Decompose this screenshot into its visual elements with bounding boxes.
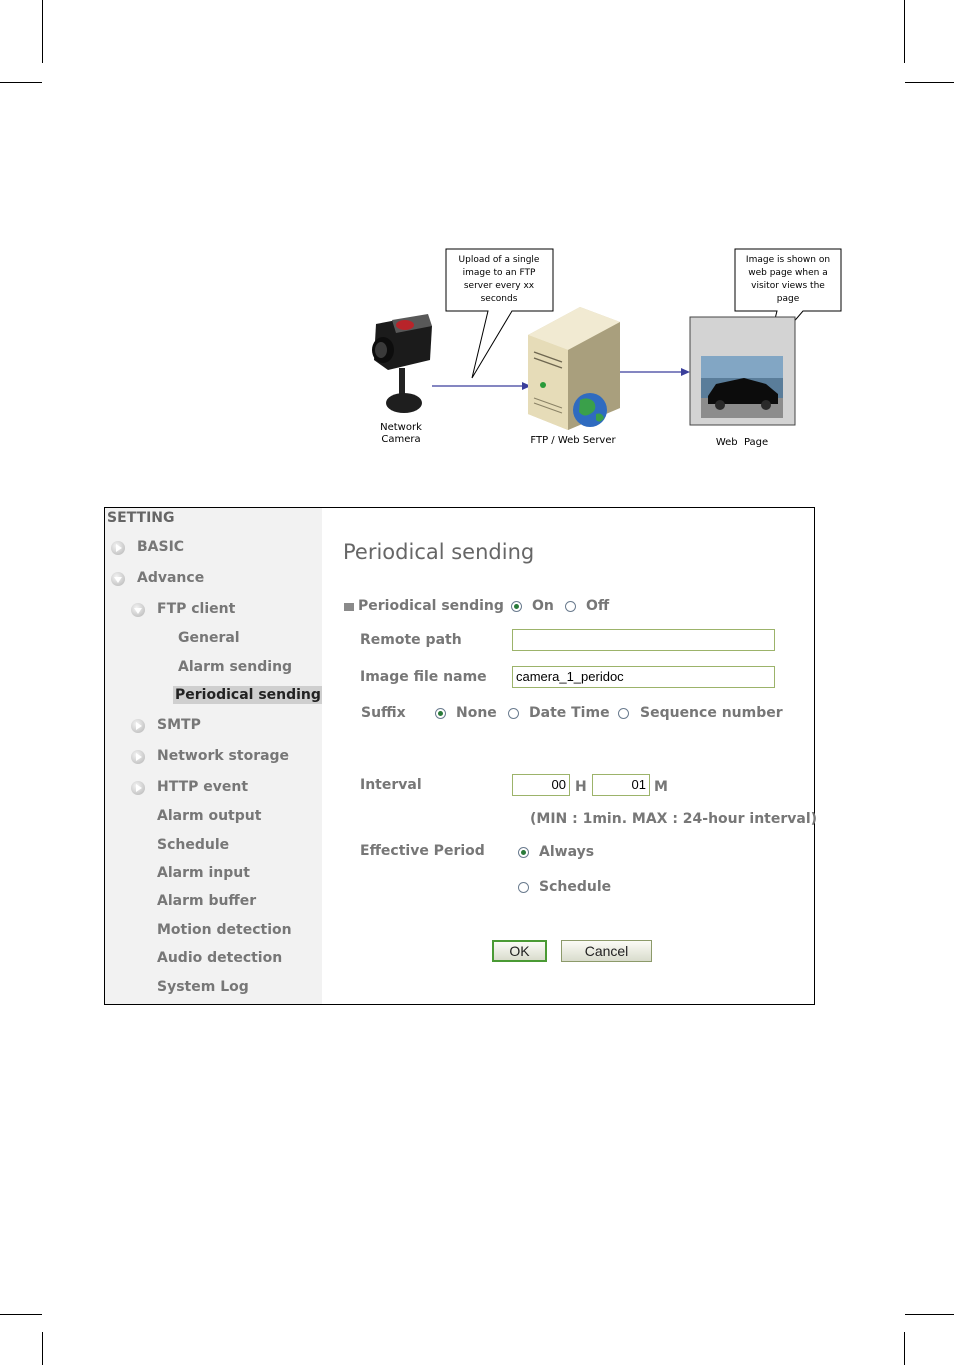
ftp-flow-diagram [0, 0, 954, 470]
bullet-icon [344, 603, 354, 611]
radio-off[interactable] [565, 601, 576, 612]
callout-right-line: visitor views the [751, 281, 825, 291]
camera-icon [372, 314, 432, 413]
radio-suffix-sequence-label[interactable]: Sequence number [640, 705, 783, 721]
callout-left-line: image to an FTP [462, 268, 536, 278]
arrow-camera-to-server [432, 382, 531, 390]
radio-suffix-none-label[interactable]: None [456, 705, 497, 721]
sidebar-item-general[interactable]: General [178, 630, 240, 646]
callout-left-line: seconds [480, 294, 518, 304]
chevron-right-icon[interactable] [131, 750, 145, 764]
chevron-right-icon[interactable] [131, 781, 145, 795]
interval-note: (MIN : 1min. MAX : 24-hour interval) [530, 811, 818, 827]
periodical-sending-label: Periodical sending [358, 598, 504, 614]
radio-always-label[interactable]: Always [539, 844, 595, 860]
remote-path-input[interactable] [512, 629, 775, 651]
crop-mark [0, 1314, 42, 1315]
sidebar-item-system-log[interactable]: System Log [157, 979, 249, 995]
radio-schedule-label[interactable]: Schedule [539, 879, 612, 895]
interval-minutes-input[interactable]: 01 [592, 774, 650, 796]
sidebar-item-alarm-output[interactable]: Alarm output [157, 808, 262, 824]
radio-on[interactable] [511, 601, 522, 612]
settings-sidebar [105, 508, 322, 1004]
crop-mark [42, 1332, 43, 1365]
sidebar-item-motion-detection[interactable]: Motion detection [157, 922, 292, 938]
remote-path-label: Remote path [360, 632, 462, 648]
callout-left-line: server every xx [463, 281, 535, 291]
chevron-down-icon[interactable] [111, 572, 125, 586]
radio-suffix-sequence[interactable] [618, 708, 629, 719]
arrow-server-to-webpage [620, 368, 690, 376]
sidebar-item-basic[interactable]: BASIC [137, 539, 185, 555]
interval-hours-input[interactable]: 00 [512, 774, 570, 796]
sidebar-item-alarm-buffer[interactable]: Alarm buffer [157, 893, 257, 909]
callout-left-line: Upload of a single [458, 255, 540, 265]
cancel-button[interactable]: Cancel [561, 940, 652, 962]
sidebar-item-ftp-client[interactable]: FTP client [157, 601, 236, 617]
webpage-icon [690, 317, 795, 425]
radio-on-label[interactable]: On [532, 598, 554, 614]
server-label: FTP / Web Server [530, 435, 616, 446]
camera-label-line: Network [380, 422, 422, 433]
sidebar-item-audio-detection[interactable]: Audio detection [157, 950, 283, 966]
chevron-right-icon[interactable] [131, 719, 145, 733]
radio-suffix-datetime-label[interactable]: Date Time [529, 705, 610, 721]
image-file-name-label: Image file name [360, 669, 487, 685]
sidebar-item-advance[interactable]: Advance [137, 570, 205, 586]
sidebar-item-http-event[interactable]: HTTP event [157, 779, 249, 795]
minutes-unit: M [654, 779, 668, 795]
interval-label: Interval [360, 777, 422, 793]
radio-off-label[interactable]: Off [586, 598, 610, 614]
sidebar-item-alarm-input[interactable]: Alarm input [157, 865, 250, 881]
crop-mark [905, 1314, 954, 1315]
webpage-label: Web Page [715, 437, 769, 448]
callout-right-line: Image is shown on [745, 255, 831, 265]
page-title: Periodical sending [343, 540, 535, 564]
radio-suffix-datetime[interactable] [508, 708, 519, 719]
sidebar-item-alarm-sending[interactable]: Alarm sending [178, 659, 293, 675]
radio-schedule[interactable] [518, 882, 529, 893]
settings-panel [104, 507, 818, 1005]
effective-period-label: Effective Period [360, 843, 485, 859]
sidebar-item-smtp[interactable]: SMTP [157, 717, 201, 733]
image-file-name-input[interactable]: camera_1_peridoc [512, 666, 775, 688]
camera-label-line: Camera [381, 434, 421, 445]
sidebar-item-network-storage[interactable]: Network storage [157, 748, 290, 764]
server-icon [528, 307, 620, 430]
sidebar-item-periodical-sending[interactable]: Periodical sending [175, 687, 321, 703]
crop-mark [904, 1332, 905, 1365]
chevron-down-icon[interactable] [131, 603, 145, 617]
sidebar-item-schedule[interactable]: Schedule [157, 837, 230, 853]
suffix-label: Suffix [361, 705, 406, 721]
callout-right-line: web page when a [748, 268, 828, 278]
callout-right-line: page [776, 294, 800, 304]
chevron-right-icon[interactable] [111, 541, 125, 555]
radio-always[interactable] [518, 847, 529, 858]
sidebar-header: SETTING [107, 510, 175, 526]
hours-unit: H [575, 779, 587, 795]
ok-button[interactable]: OK [492, 940, 547, 962]
radio-suffix-none[interactable] [435, 708, 446, 719]
